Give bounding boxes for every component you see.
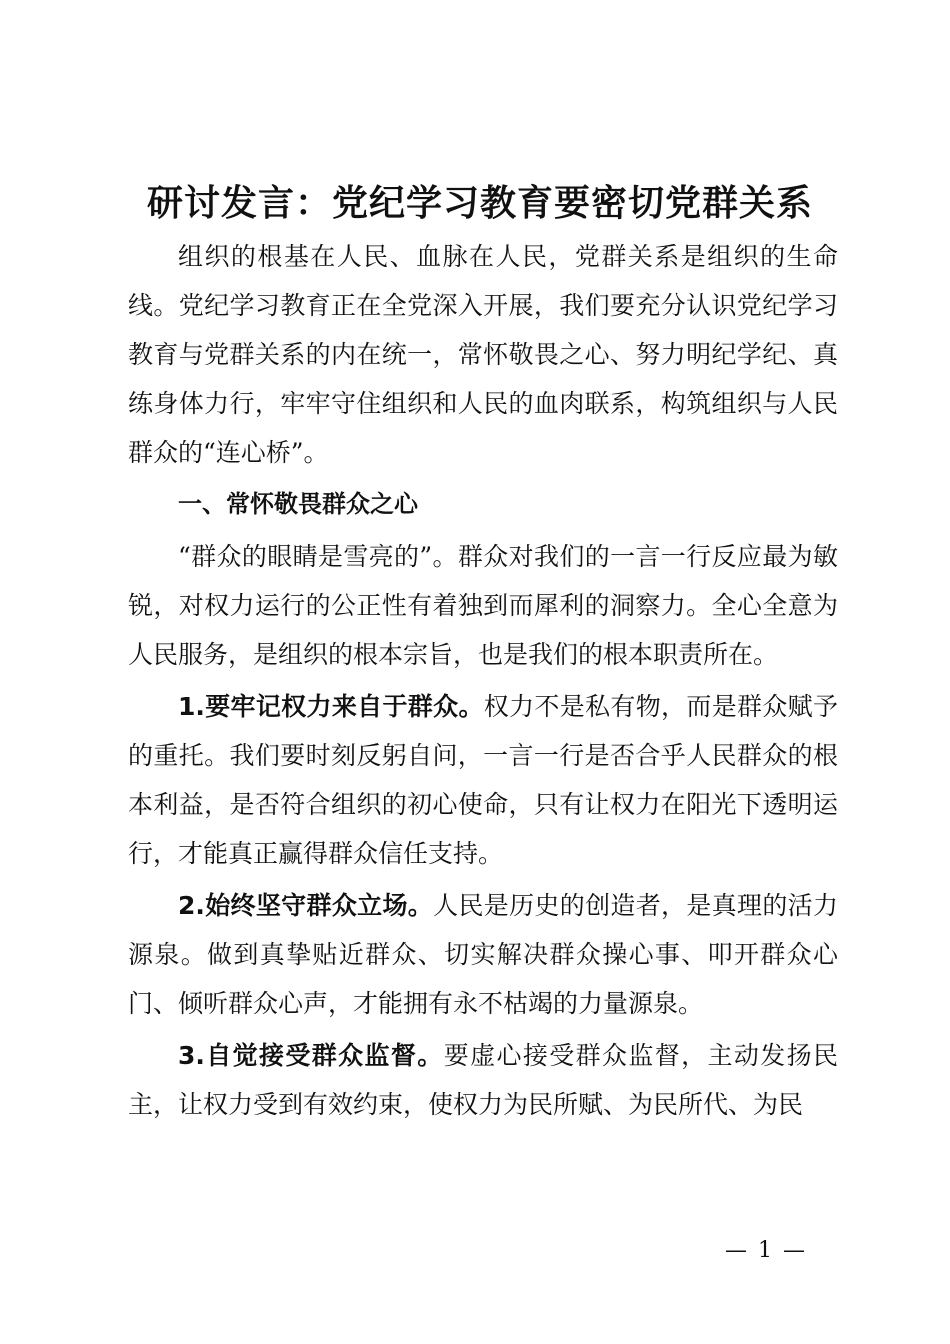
page-number: — 1 — <box>725 1238 807 1263</box>
document-title: 研讨发言：党纪学习教育要密切党群关系 <box>146 182 813 224</box>
point-text-3: 要虚心接受群众监督，主动发扬民主，让权力受到有效约束，使权力为民所赋、为民所代、为民 <box>128 1041 838 1119</box>
point-lead-1: 1.要牢记权力来自于群众。 <box>178 692 484 721</box>
intro-paragraph: 组织的根基在人民、血脉在人民，党群关系是组织的生命线。党纪学习教育正在全党深入开展，我们要充分认识党纪学习教育与党群关系的内在统一，常怀敬畏之心、努力明纪学纪、真练身体力行，牢牢守住组织和人民的血肉联系，构筑组织与人民群众的“连心桥”。 <box>128 242 838 467</box>
section-paragraph: “群众的眼睛是雪亮的”。群众对我们的一言一行反应最为敏锐，对权力运行的公正性有着独到而犀利的洞察力。全心全意为人民服务，是组织的根本宗旨，也是我们的根本职责所在。 <box>128 542 838 669</box>
point-lead-2: 2.始终坚守群众立场。 <box>178 891 434 920</box>
point-text-1: 权力不是私有物，而是群众赋予的重托。我们要时刻反躬自问，一言一行是否合乎人民群众的根本利益，是否符合组织的初心使命，只有让权力在阳光下透明运行，才能真正赢得群众信任支持。 <box>128 692 838 868</box>
point-paragraph-3 <box>128 1031 838 1129</box>
point-text-2: 人民是历史的创造者，是真理的活力源泉。做到真挚贴近群众、切实解决群众操心事、叩开群众心门、倾听群众心声，才能拥有永不枯竭的力量源泉。 <box>128 891 838 1018</box>
document-body <box>128 232 838 1129</box>
section-heading: 一、常怀敬畏群众之心 <box>178 490 418 518</box>
point-paragraph-1 <box>128 682 838 878</box>
point-paragraph-2 <box>128 881 838 1028</box>
point-lead-3: 3.自觉接受群众监督。 <box>178 1041 444 1070</box>
